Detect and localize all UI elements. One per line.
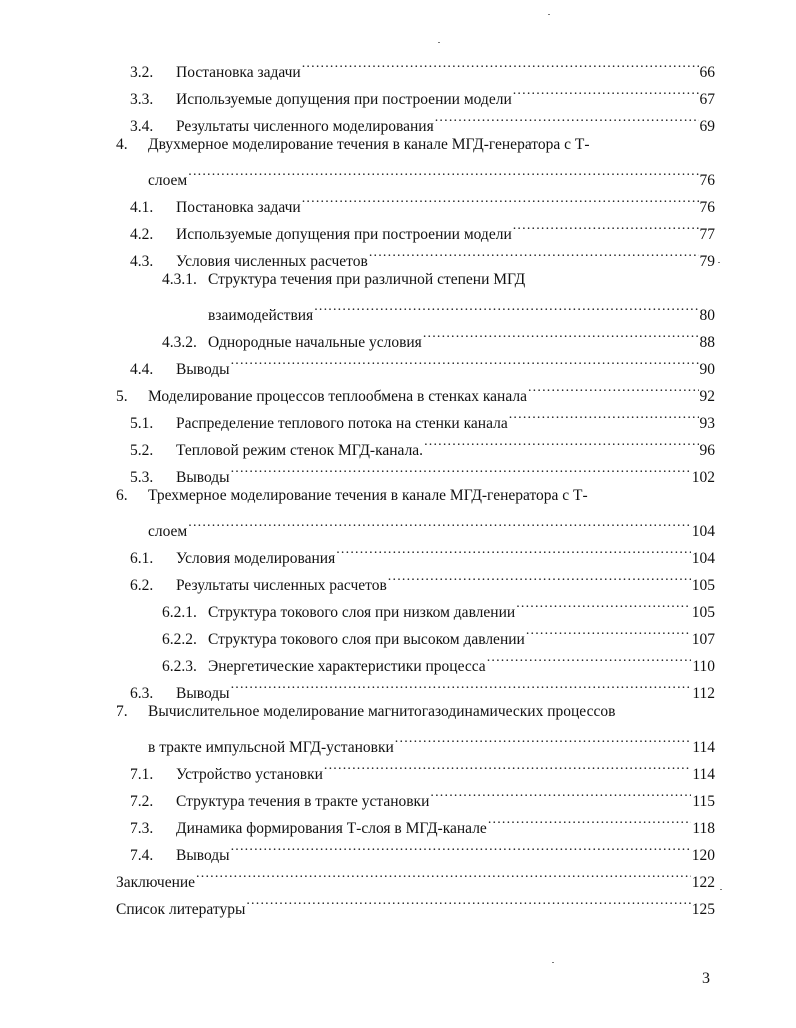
scan-speck <box>548 14 550 15</box>
toc-entry-title: Энергетические характеристики процесса <box>208 658 486 675</box>
toc-entry-5-1[interactable] <box>130 401 715 432</box>
toc-entry-number: 6.1. <box>130 550 154 567</box>
toc-entry-title: Результаты численных расчетов <box>176 577 387 594</box>
toc-leader-dots <box>395 725 692 752</box>
toc-entry-number: 7.1. <box>130 766 154 783</box>
toc-entry-title: Динамика формирования Т-слоя в МГД-канале <box>176 820 487 837</box>
toc-entry-number: 4.1. <box>130 199 154 216</box>
toc-entry-number: 4.3.1. <box>162 271 197 288</box>
toc-leader-dots <box>488 806 692 833</box>
toc-entry-title: Условия численных расчетов <box>176 253 368 270</box>
toc-entry-page: 112 <box>692 685 715 702</box>
toc-entry-7-3[interactable] <box>130 806 715 837</box>
toc-leader-dots <box>509 401 699 428</box>
toc-entry-number: 4.2. <box>130 226 154 243</box>
toc-entry-page: 104 <box>691 550 715 567</box>
toc-entry-number: 6.3. <box>130 685 154 702</box>
toc-entry-number: 4.3. <box>130 253 154 270</box>
toc-entry-page: 77 <box>699 226 715 243</box>
toc-entry-7-continued[interactable] <box>148 725 715 756</box>
toc-entry-title: Постановка задачи <box>176 199 301 216</box>
toc-entry-number: 7.4. <box>130 847 154 864</box>
toc-entry-title: Распределение теплового потока на стенки канала <box>176 415 508 432</box>
page-number: 3 <box>702 970 710 987</box>
toc-entry-6[interactable] <box>116 482 715 509</box>
toc-entry-page: 105 <box>691 577 715 594</box>
toc-entry-title: Список литературы <box>116 901 246 918</box>
toc-leader-dots <box>423 320 699 347</box>
toc-entry-title: Структура течения при различной степени МГД <box>208 271 526 288</box>
scan-speck <box>720 889 722 890</box>
toc-entry-page: 122 <box>691 874 715 891</box>
toc-leader-dots <box>231 833 691 860</box>
toc-entry-title: Моделирование процессов теплообмена в стенках канала <box>148 388 527 405</box>
toc-entry-page: 125 <box>691 901 715 918</box>
toc-entry-4-2[interactable] <box>130 212 715 243</box>
toc-entry-number: 3.2. <box>130 64 154 81</box>
toc-entry-6-2-3[interactable] <box>162 644 715 675</box>
toc-leader-dots <box>314 293 698 320</box>
toc-entry-page: 110 <box>692 658 715 675</box>
toc-entry-title: Результаты численного моделирования <box>176 118 434 135</box>
toc-entry-title: Вычислительное моделирование магнитогазодинамических процессов <box>148 703 616 720</box>
toc-entry-7-2[interactable] <box>130 779 715 810</box>
toc-entry-page: 93 <box>699 415 715 432</box>
toc-entry-page: 90 <box>699 361 715 378</box>
toc-entry-number: 4. <box>116 136 128 153</box>
scan-speck <box>438 42 440 43</box>
toc-entry-title: Структура токового слоя при высоком давлении <box>208 631 525 648</box>
toc-entry-number: 3.4. <box>130 118 154 135</box>
toc-entry-number: 6.2. <box>130 577 154 594</box>
toc-entry-page: 105 <box>691 604 715 621</box>
toc-entry-title: Двухмерное моделирование течения в канале МГД-генератора с Т- <box>148 136 590 153</box>
toc-entry-title: Выводы <box>176 469 230 486</box>
toc-entry-number: 5.1. <box>130 415 154 432</box>
toc-entry-4-3-1-continued[interactable] <box>208 293 715 324</box>
toc-entry-page: 118 <box>692 820 715 837</box>
toc-leader-dots <box>435 104 699 131</box>
toc-entry-number: 7.3. <box>130 820 154 837</box>
toc-entry-4-continued[interactable] <box>148 158 715 189</box>
toc-entry-title: Условия моделирования <box>176 550 336 567</box>
toc-entry-title: в тракте импульсной МГД-установки <box>148 739 394 756</box>
toc-entry-page: 88 <box>699 334 715 351</box>
toc-entry-page: 104 <box>691 523 715 540</box>
toc-leader-dots <box>526 617 691 644</box>
toc-entry-number: 6.2.3. <box>162 658 197 675</box>
toc-entry-page: 114 <box>692 739 715 756</box>
toc-entry-references[interactable] <box>116 887 715 918</box>
toc-leader-dots <box>188 158 698 185</box>
toc-entry-title: слоем <box>148 172 188 189</box>
toc-leader-dots <box>388 563 691 590</box>
toc-entry-page: 107 <box>691 631 715 648</box>
toc-entry-7-1[interactable] <box>130 752 715 783</box>
toc-entry-3-3[interactable] <box>130 77 715 108</box>
toc-entry-title: Используемые допущения при построении модели <box>176 91 512 108</box>
toc-entry-page: 66 <box>699 64 715 81</box>
toc-leader-dots <box>196 860 691 887</box>
toc-entry-6-2-2[interactable] <box>162 617 715 648</box>
toc-entry-page: 80 <box>699 307 715 324</box>
toc-entry-number: 5.2. <box>130 442 154 459</box>
toc-entry-5[interactable] <box>116 374 715 405</box>
toc-entry-5-3[interactable] <box>130 455 715 486</box>
toc-entry-7-4[interactable] <box>130 833 715 864</box>
toc-entry-6-1[interactable] <box>130 536 715 567</box>
toc-entry-number: 6.2.1. <box>162 604 197 621</box>
toc-entry-title: Трехмерное моделирование течения в канале МГД-генератора с Т- <box>148 487 588 504</box>
toc-leader-dots <box>324 752 691 779</box>
toc-leader-dots <box>369 239 699 266</box>
toc-entry-6-2-1[interactable] <box>162 590 715 621</box>
toc-leader-dots <box>513 77 699 104</box>
toc-entry-title: Выводы <box>176 847 230 864</box>
toc-entry-4-1[interactable] <box>130 185 715 216</box>
toc-entry-number: 7. <box>116 703 128 720</box>
toc-entry-number: 6.2.2. <box>162 631 197 648</box>
toc-entry-title: Выводы <box>176 685 230 702</box>
toc-entry-number: 4.4. <box>130 361 154 378</box>
toc-leader-dots <box>487 644 692 671</box>
toc-entry-number: 4.3.2. <box>162 334 197 351</box>
toc-entry-title: Используемые допущения при построении модели <box>176 226 512 243</box>
toc-entry-title: Постановка задачи <box>176 64 301 81</box>
toc-leader-dots <box>246 887 690 914</box>
toc-leader-dots <box>516 590 691 617</box>
toc-entry-4[interactable] <box>116 131 715 158</box>
toc-entry-page: 69 <box>699 118 715 135</box>
toc-entry-3-4[interactable] <box>130 104 715 135</box>
toc-leader-dots <box>424 428 698 455</box>
toc-entry-title: Выводы <box>176 361 230 378</box>
toc-entry-page: 102 <box>691 469 715 486</box>
scan-speck <box>552 962 554 963</box>
toc-entry-title: Тепловой режим стенок МГД-канала. <box>176 442 424 459</box>
toc-entry-number: 5.3. <box>130 469 154 486</box>
toc-leader-dots <box>231 671 692 698</box>
toc-entry-title: взаимодействия <box>208 307 314 324</box>
toc-entry-page: 76 <box>699 172 715 189</box>
toc-entry-title: Устройство установки <box>176 766 323 783</box>
toc-entry-4-3-1[interactable] <box>162 266 715 293</box>
toc-leader-dots <box>188 509 691 536</box>
toc-entry-4-3-2[interactable] <box>162 320 715 351</box>
toc-entry-number: 6. <box>116 487 128 504</box>
toc-leader-dots <box>336 536 691 563</box>
toc-entry-number: 5. <box>116 388 128 405</box>
toc-entry-4-4[interactable] <box>130 347 715 378</box>
scan-speck <box>718 262 720 263</box>
toc-leader-dots <box>430 779 691 806</box>
toc-entry-6-continued[interactable] <box>148 509 715 540</box>
toc-entry-page: 67 <box>699 91 715 108</box>
toc-entry-5-2[interactable] <box>130 428 715 459</box>
toc-entry-page: 115 <box>692 793 715 810</box>
toc-entry-6-2[interactable] <box>130 563 715 594</box>
toc-leader-dots <box>528 374 699 401</box>
toc-leader-dots <box>231 347 699 374</box>
toc-entry-page: 92 <box>699 388 715 405</box>
toc-entry-7[interactable] <box>116 698 715 725</box>
toc-entry-page: 76 <box>699 199 715 216</box>
toc-leader-dots <box>231 455 691 482</box>
toc-entry-number: 3.3. <box>130 91 154 108</box>
toc-entry-4-3[interactable] <box>130 239 715 270</box>
toc-entry-page: 96 <box>699 442 715 459</box>
toc-entry-title: Однородные начальные условия <box>208 334 422 351</box>
toc-entry-title: Заключение <box>116 874 196 891</box>
toc-entry-page: 114 <box>692 766 715 783</box>
toc-entry-page: 120 <box>691 847 715 864</box>
toc-entry-page: 79 <box>699 253 715 270</box>
toc-entry-number: 7.2. <box>130 793 154 810</box>
toc-leader-dots <box>302 185 699 212</box>
toc-entry-conclusion[interactable] <box>116 860 715 891</box>
toc-leader-dots <box>302 50 699 77</box>
toc-entry-title: Структура течения в тракте установки <box>176 793 430 810</box>
toc-entry-3-2[interactable] <box>130 50 715 81</box>
toc-entry-title: Структура токового слоя при низком давлении <box>208 604 516 621</box>
toc-entry-title: слоем <box>148 523 188 540</box>
toc-leader-dots <box>513 212 699 239</box>
toc-entry-6-3[interactable] <box>130 671 715 702</box>
